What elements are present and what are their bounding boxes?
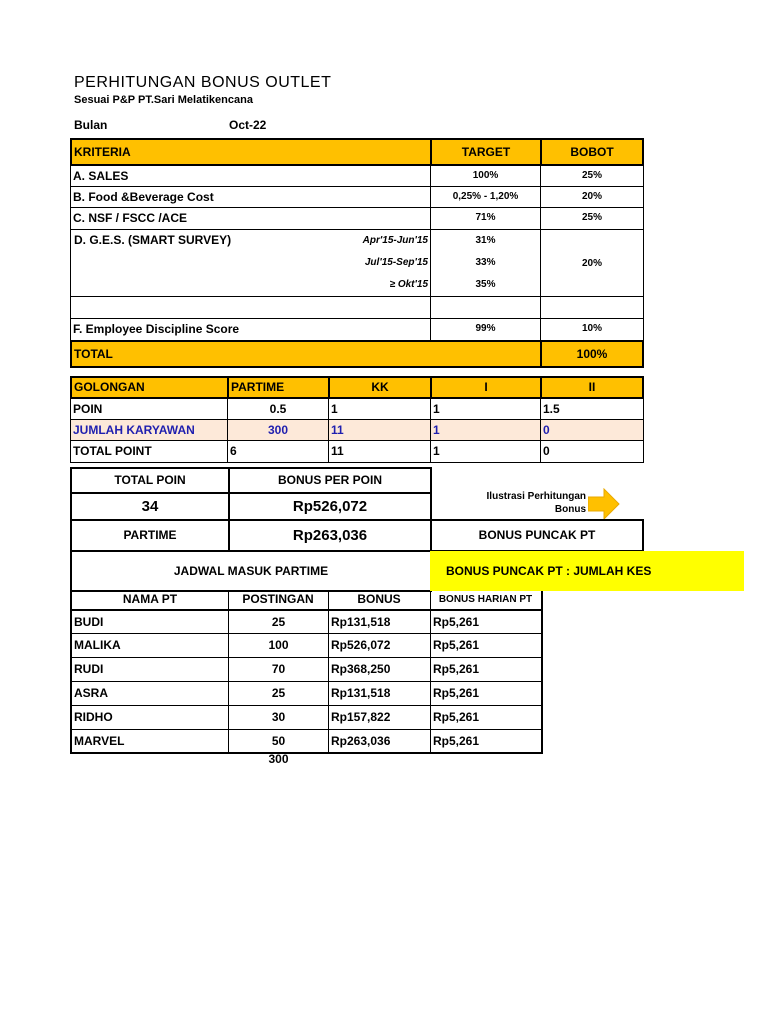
criteria-name-ges: D. G.E.S. (SMART SURVEY) — [74, 233, 232, 247]
pt-cell-bonus-harian: Rp5,261 — [430, 609, 543, 634]
bonus-per-poin-label: BONUS PER POIN — [228, 467, 432, 494]
pt-cell-bonus-harian: Rp5,261 — [430, 633, 543, 658]
golongan-header-partime: PARTIME — [227, 376, 330, 399]
pt-cell-bonus: Rp157,822 — [328, 705, 431, 730]
criteria-weight-fb-cost: 20% — [540, 186, 644, 208]
golongan-poin-label: POIN — [70, 398, 228, 420]
criteria-header-kriteria: KRITERIA — [70, 138, 432, 166]
month-label: Bulan — [74, 118, 108, 132]
criteria-total-value: 100% — [540, 340, 644, 368]
pt-cell-name: RUDI — [70, 657, 229, 682]
golongan-total-partime: 6 — [227, 440, 329, 463]
page-title: PERHITUNGAN BONUS OUTLET — [74, 74, 332, 91]
total-poin-label: TOTAL POIN — [70, 467, 230, 494]
golongan-poin-kk: 1 — [328, 398, 431, 420]
pt-header-name: NAMA PT — [70, 591, 229, 610]
golongan-jumlah-label: JUMLAH KARYAWAN — [70, 419, 228, 441]
criteria-total-label: TOTAL — [70, 340, 542, 368]
golongan-total-i: 1 — [430, 440, 541, 463]
criteria-name-sales: A. SALES — [70, 165, 431, 187]
month-value: Oct-22 — [229, 118, 267, 132]
pt-cell-bonus: Rp131,518 — [328, 681, 431, 706]
pt-cell-postingan: 100 — [228, 633, 329, 658]
golongan-total-kk: 11 — [328, 440, 431, 463]
partime-value: Rp263,036 — [228, 519, 432, 552]
pt-total-postingan: 300 — [268, 752, 289, 766]
pt-cell-postingan: 30 — [228, 705, 329, 730]
pt-cell-bonus-harian: Rp5,261 — [430, 681, 543, 706]
ges-target-1: 31% — [475, 235, 496, 246]
criteria-name-employee: F. Employee Discipline Score — [70, 318, 431, 341]
pt-header-daily: BONUS HARIAN PT — [430, 591, 543, 610]
pt-cell-postingan: 70 — [228, 657, 329, 682]
golongan-poin-i: 1 — [430, 398, 541, 420]
golongan-header-golongan: GOLONGAN — [70, 376, 229, 399]
bonus-puncak-pt-label: BONUS PUNCAK PT — [430, 519, 644, 552]
pt-cell-name: BUDI — [70, 609, 229, 634]
criteria-target-sales: 100% — [430, 165, 541, 187]
criteria-target-nsf: 71% — [430, 207, 541, 230]
golongan-header-i: I — [430, 376, 542, 399]
pt-cell-postingan: 25 — [228, 681, 329, 706]
pt-cell-name: RIDHO — [70, 705, 229, 730]
criteria-weight-ges: 20% — [540, 229, 644, 297]
criteria-empty-target — [430, 296, 541, 319]
criteria-header-bobot: BOBOT — [540, 138, 644, 166]
pt-header-post: POSTINGAN — [228, 591, 329, 610]
criteria-target-fb-cost: 0,25% - 1,20% — [430, 186, 541, 208]
criteria-target-employee: 99% — [430, 318, 541, 341]
criteria-name-nsf: C. NSF / FSCC /ACE — [70, 207, 431, 230]
pt-cell-postingan: 50 — [228, 729, 329, 754]
pt-cell-name: ASRA — [70, 681, 229, 706]
ges-target-3: 35% — [475, 279, 496, 290]
ges-target-2: 33% — [475, 257, 496, 268]
total-poin-value: 34 — [70, 492, 230, 521]
golongan-jumlah-ii: 0 — [540, 419, 644, 441]
criteria-weight-sales: 25% — [540, 165, 644, 187]
bonus-puncak-banner: BONUS PUNCAK PT : JUMLAH KES — [430, 551, 744, 591]
pt-cell-name: MALIKA — [70, 633, 229, 658]
golongan-jumlah-partime: 300 — [227, 419, 329, 441]
golongan-jumlah-i: 1 — [430, 419, 541, 441]
pt-cell-bonus: Rp263,036 — [328, 729, 431, 754]
golongan-jumlah-kk: 11 — [328, 419, 431, 441]
criteria-weight-employee: 10% — [540, 318, 644, 341]
criteria-header-target: TARGET — [430, 138, 542, 166]
golongan-total-label: TOTAL POINT — [70, 440, 228, 463]
pt-cell-bonus: Rp526,072 — [328, 633, 431, 658]
criteria-empty-weight — [540, 296, 644, 319]
criteria-name-fb-cost: B. Food &Beverage Cost — [70, 186, 431, 208]
golongan-poin-ii: 1.5 — [540, 398, 644, 420]
golongan-header-ii: II — [540, 376, 644, 399]
golongan-poin-partime: 0.5 — [227, 398, 329, 420]
arrow-right-icon — [588, 488, 620, 520]
page-subtitle: Sesuai P&P PT.Sari Melatikencana — [74, 94, 253, 106]
ges-period-1: Apr'15-Jun'15 — [362, 235, 428, 246]
criteria-empty-row — [70, 296, 431, 319]
criteria-weight-nsf: 25% — [540, 207, 644, 230]
pt-cell-bonus-harian: Rp5,261 — [430, 729, 543, 754]
bonus-per-poin-value: Rp526,072 — [228, 492, 432, 521]
pt-cell-postingan: 25 — [228, 609, 329, 634]
pt-cell-bonus-harian: Rp5,261 — [430, 657, 543, 682]
ilustrasi-text: Ilustrasi Perhitungan Bonus — [486, 491, 586, 515]
jadwal-masuk-partime: JADWAL MASUK PARTIME — [70, 550, 432, 592]
pt-cell-name: MARVEL — [70, 729, 229, 754]
golongan-header-kk: KK — [328, 376, 432, 399]
golongan-total-ii: 0 — [540, 440, 644, 463]
partime-label: PARTIME — [70, 519, 230, 552]
ges-period-2: Jul'15-Sep'15 — [364, 257, 428, 268]
ges-period-3: ≥ Okt'15 — [389, 279, 428, 290]
pt-cell-bonus: Rp368,250 — [328, 657, 431, 682]
pt-cell-bonus-harian: Rp5,261 — [430, 705, 543, 730]
pt-header-bonus: BONUS — [328, 591, 431, 610]
pt-cell-bonus: Rp131,518 — [328, 609, 431, 634]
